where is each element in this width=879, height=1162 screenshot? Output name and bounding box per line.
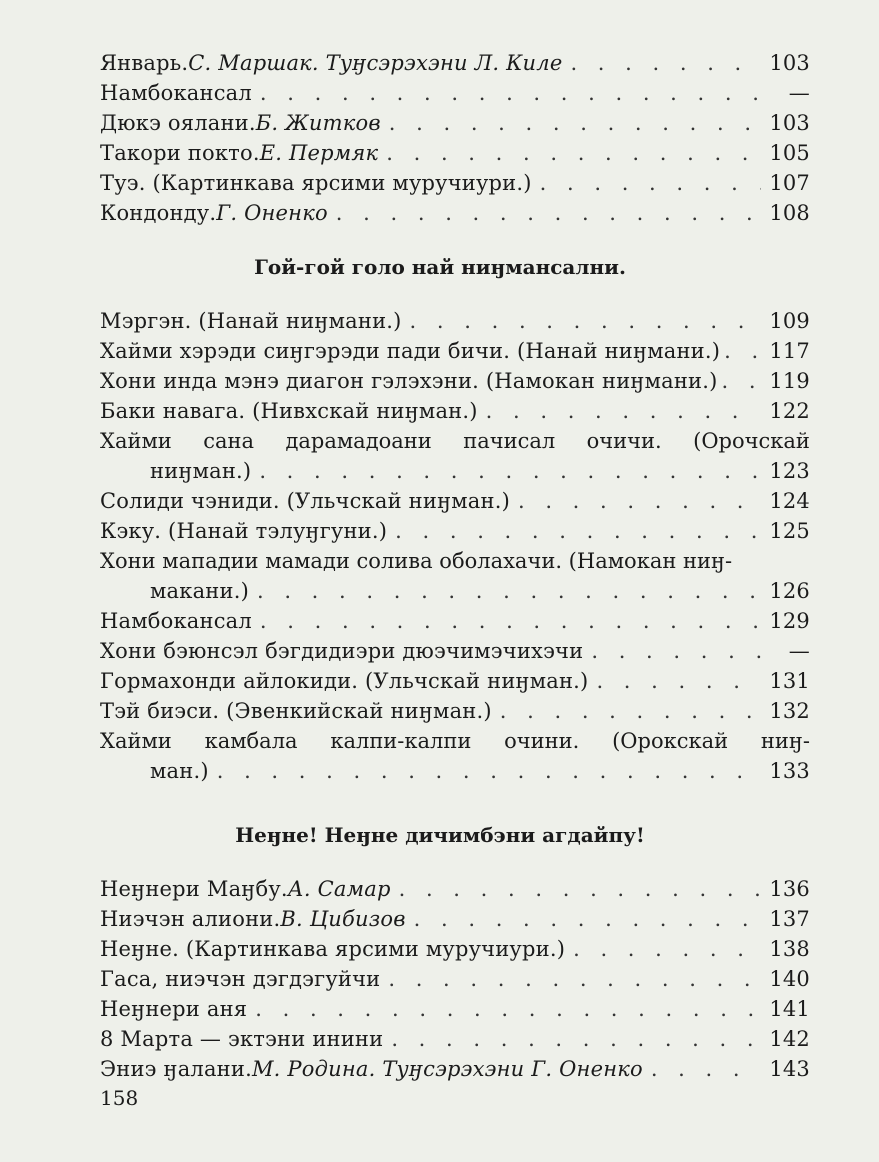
entry-title: Январь. bbox=[100, 51, 189, 75]
toc-entry bbox=[100, 366, 810, 396]
toc-entry bbox=[100, 874, 810, 904]
dot-leader bbox=[486, 396, 762, 426]
entry-word: Хайми bbox=[100, 429, 172, 453]
entry-title: макани.) bbox=[150, 579, 249, 603]
entry-page: 119 bbox=[769, 369, 810, 393]
table-of-contents bbox=[100, 48, 810, 1084]
entry-title: Хони бэюнсэл бэгдидиэри дюэчимэчихэчи bbox=[100, 639, 584, 663]
entry-word: калпи-калпи bbox=[330, 729, 472, 753]
toc-entry bbox=[100, 696, 810, 726]
dot-leader bbox=[255, 994, 761, 1024]
entry-page: 131 bbox=[769, 669, 810, 693]
entry-page: 136 bbox=[769, 877, 810, 901]
section-heading: Гой-гой голо най ниӈмансални. bbox=[254, 255, 626, 279]
entry-author: Г. Оненко bbox=[216, 201, 328, 225]
entry-title: ниӈман.) bbox=[150, 459, 252, 483]
entry-page: 138 bbox=[769, 937, 810, 961]
dot-leader bbox=[518, 486, 761, 516]
entry-page: 140 bbox=[769, 967, 810, 991]
entry-page: 137 bbox=[769, 907, 810, 931]
entry-word: камбала bbox=[204, 729, 298, 753]
dot-leader bbox=[389, 108, 762, 138]
toc-entry bbox=[100, 576, 810, 606]
dot-leader bbox=[395, 516, 761, 546]
toc-entry bbox=[100, 516, 810, 546]
toc-entry bbox=[100, 1024, 810, 1054]
dot-leader bbox=[591, 636, 762, 666]
entry-page: 107 bbox=[769, 171, 810, 195]
page-number: 158 bbox=[100, 1086, 139, 1110]
entry-title: Баки навага. (Нивхскай ниӈман.) bbox=[100, 399, 478, 423]
toc-entry bbox=[100, 306, 810, 336]
toc-entry bbox=[100, 108, 810, 138]
entry-word: дарамадоани bbox=[285, 429, 432, 453]
entry-title: Хайми хэрэди сиӈгэрэди пади бичи. (Нанай ниӈмани.) bbox=[100, 339, 721, 363]
toc-section-2 bbox=[100, 306, 810, 786]
entry-title: Солиди чэниди. (Ульчскай ниӈман.) bbox=[100, 489, 510, 513]
entry-title: Хони инда мэнэ диагон гэлэхэни. (Намокан ниӈмани.) bbox=[100, 369, 718, 393]
entry-author: Е. Пермяк bbox=[259, 141, 379, 165]
entry-page: — bbox=[788, 639, 810, 663]
toc-entry bbox=[100, 964, 810, 994]
entry-title: Намбокансал bbox=[100, 609, 252, 633]
entry-title-line: Хони мападии мамади солива оболахачи. (Намокан ниӈ- bbox=[100, 549, 733, 573]
toc-entry bbox=[100, 486, 810, 516]
entry-page: 117 bbox=[769, 339, 810, 363]
entry-title: Намбокансал bbox=[100, 81, 252, 105]
dot-leader bbox=[257, 576, 761, 606]
dot-leader bbox=[388, 964, 761, 994]
dot-leader bbox=[386, 138, 761, 168]
entry-page: 109 bbox=[769, 309, 810, 333]
entry-title: Ниэчэн алиони. bbox=[100, 907, 281, 931]
dot-leader bbox=[414, 904, 762, 934]
dot-leader bbox=[724, 336, 765, 366]
entry-page: — bbox=[788, 81, 810, 105]
entry-author: Б. Житков bbox=[255, 111, 381, 135]
entry-title: Гормахонди айлокиди. (Ульчскай ниӈман.) bbox=[100, 669, 589, 693]
entry-page: 141 bbox=[769, 997, 810, 1021]
toc-entry bbox=[100, 456, 810, 486]
toc-entry-multiline bbox=[100, 726, 810, 786]
dot-leader bbox=[500, 696, 762, 726]
dot-leader bbox=[391, 1024, 761, 1054]
dot-leader bbox=[573, 934, 761, 964]
entry-title: Дюкэ оялани. bbox=[100, 111, 256, 135]
section-heading: Неӈне! Неӈне дичимбэни агдайпу! bbox=[235, 823, 645, 847]
toc-entry-multiline bbox=[100, 546, 810, 606]
entry-page: 122 bbox=[769, 399, 810, 423]
entry-title: Кэку. (Нанай тэлуӈгуни.) bbox=[100, 519, 388, 543]
toc-entry bbox=[100, 666, 810, 696]
entry-page: 126 bbox=[769, 579, 810, 603]
entry-page: 125 bbox=[769, 519, 810, 543]
entry-page: 123 bbox=[769, 459, 810, 483]
entry-title: Неӈнери Маӈбу. bbox=[100, 877, 288, 901]
entry-word: (Орокскай bbox=[612, 729, 729, 753]
entry-word: ниӈ- bbox=[760, 729, 810, 753]
toc-entry bbox=[100, 636, 810, 666]
toc-entry bbox=[100, 396, 810, 426]
toc-entry-multiline bbox=[100, 426, 810, 486]
entry-author: А. Самар bbox=[287, 877, 391, 901]
dot-leader bbox=[570, 48, 761, 78]
entry-page: 133 bbox=[769, 759, 810, 783]
entry-page: 143 bbox=[769, 1057, 810, 1081]
dot-leader bbox=[651, 1054, 761, 1084]
entry-title: Кондонду. bbox=[100, 201, 217, 225]
toc-entry bbox=[100, 138, 810, 168]
entry-word: Хайми bbox=[100, 729, 172, 753]
entry-word: сана bbox=[203, 429, 255, 453]
entry-page: 132 bbox=[769, 699, 810, 723]
entry-word: очини. bbox=[504, 729, 580, 753]
toc-entry bbox=[100, 168, 810, 198]
entry-title: 8 Марта — эктэни инини bbox=[100, 1027, 384, 1051]
toc-entry bbox=[100, 904, 810, 934]
entry-word: пачисал bbox=[463, 429, 556, 453]
dot-leader bbox=[260, 78, 762, 108]
toc-section-1 bbox=[100, 48, 810, 228]
entry-title: Туэ. (Картинкава ярсими муручиури.) bbox=[100, 171, 532, 195]
toc-entry bbox=[100, 994, 810, 1024]
toc-entry bbox=[100, 1054, 810, 1084]
entry-page: 124 bbox=[769, 489, 810, 513]
entry-title: ман.) bbox=[150, 759, 209, 783]
toc-entry bbox=[100, 198, 810, 228]
entry-page: 129 bbox=[769, 609, 810, 633]
toc-entry bbox=[100, 606, 810, 636]
entry-page: 103 bbox=[769, 51, 810, 75]
entry-title: Неӈне. (Картинкава ярсими муручиури.) bbox=[100, 937, 566, 961]
toc-entry bbox=[100, 48, 810, 78]
entry-author: М. Родина. Туӈсэрэхэни Г. Оненко bbox=[251, 1057, 643, 1081]
entry-word: очичи. bbox=[586, 429, 662, 453]
dot-leader bbox=[217, 756, 762, 786]
entry-title: Такори покто. bbox=[100, 141, 260, 165]
entry-page: 142 bbox=[769, 1027, 810, 1051]
toc-entry bbox=[100, 756, 810, 786]
entry-page: 108 bbox=[769, 201, 810, 225]
dot-leader bbox=[722, 366, 766, 396]
entry-word: (Орочскай bbox=[693, 429, 810, 453]
entry-author: В. Цибизов bbox=[280, 907, 406, 931]
toc-entry bbox=[100, 934, 810, 964]
entry-title-line bbox=[100, 426, 810, 456]
dot-leader bbox=[540, 168, 762, 198]
toc-entry bbox=[100, 336, 810, 366]
dot-leader bbox=[399, 874, 762, 904]
dot-leader bbox=[336, 198, 762, 228]
entry-page: 105 bbox=[769, 141, 810, 165]
dot-leader bbox=[410, 306, 762, 336]
entry-title: Тэй биэси. (Эвенкийскай ниӈман.) bbox=[100, 699, 492, 723]
entry-title-line bbox=[100, 726, 810, 756]
toc-section-3 bbox=[100, 874, 810, 1084]
entry-author: С. Маршак. Туӈсэрэхэни Л. Киле bbox=[188, 51, 563, 75]
entry-page: 103 bbox=[769, 111, 810, 135]
entry-title: Неӈнери аня bbox=[100, 997, 248, 1021]
toc-entry bbox=[100, 78, 810, 108]
entry-title: Мэргэн. (Нанай ниӈмани.) bbox=[100, 309, 402, 333]
dot-leader bbox=[596, 666, 761, 696]
entry-title: Эниэ ӈалани. bbox=[100, 1057, 252, 1081]
dot-leader bbox=[260, 606, 761, 636]
entry-title: Гаса, ниэчэн дэгдэгуйчи bbox=[100, 967, 381, 991]
dot-leader bbox=[259, 456, 761, 486]
